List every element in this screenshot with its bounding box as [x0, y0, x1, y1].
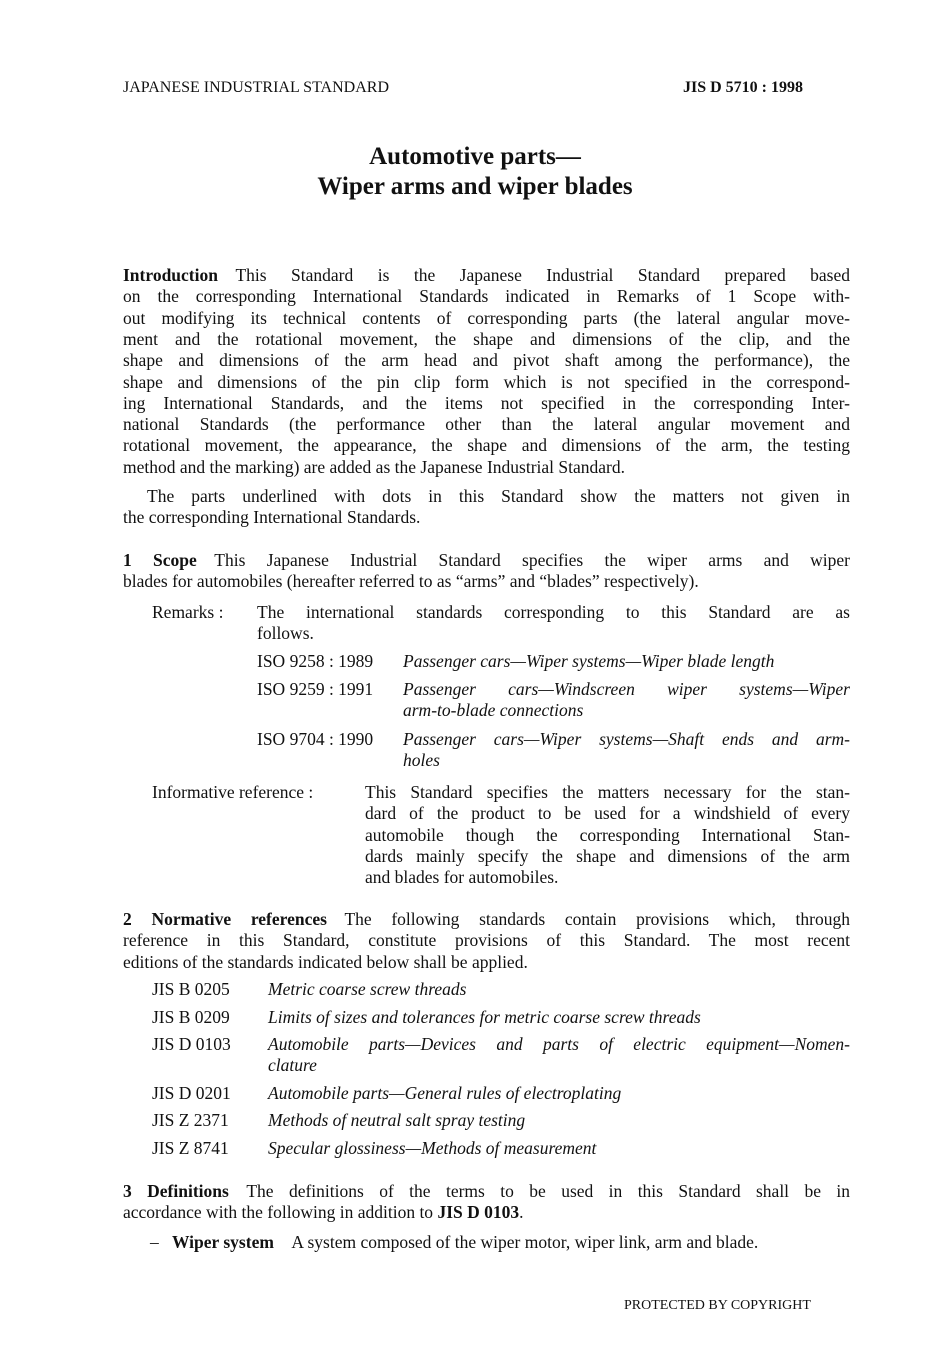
normative-line — [123, 909, 850, 930]
iso-code — [257, 729, 373, 750]
text: accordance with the following in addition to — [123, 1202, 438, 1223]
text: Remarks : — [152, 602, 224, 622]
intro-line — [123, 350, 850, 371]
intro-line — [123, 435, 850, 456]
iso-title — [403, 750, 440, 771]
text: JIS D 0103 — [152, 1034, 231, 1054]
text: . — [519, 1202, 524, 1223]
iso-title — [403, 729, 850, 750]
text: ing International Standards, and the items not specified in the corresponding Inter- — [123, 392, 850, 413]
text: The parts underlined with dots in this Standard show the matters not given in — [147, 486, 850, 506]
text: JIS B 0209 — [152, 1007, 230, 1027]
text: ment and the rotational movement, the shape and dimensions of the clip, and the — [123, 328, 850, 349]
text: Limits of sizes and tolerances for metric coarse screw threads — [268, 1007, 701, 1027]
iso-title — [403, 700, 583, 721]
text: This Standard specifies the matters necessary for the stan- — [365, 782, 850, 802]
normative-line — [123, 952, 528, 973]
definition-term — [172, 1232, 850, 1253]
text: out modifying its technical contents of corresponding parts (the lateral angular move- — [123, 307, 850, 328]
reference-code: JIS D 0103 — [437, 1202, 520, 1223]
text: arm-to-blade connections — [403, 700, 584, 721]
paragraph-line — [123, 507, 850, 528]
reference-code — [152, 1110, 229, 1131]
intro-line — [123, 393, 850, 414]
reference-title — [268, 1055, 317, 1076]
reference-title — [268, 1110, 525, 1131]
text: The following standards contain provisions which, through — [344, 909, 850, 929]
definition-dash — [150, 1232, 159, 1253]
remarks-line — [257, 623, 314, 644]
remarks-line — [257, 602, 850, 623]
intro-line — [123, 372, 850, 393]
text: blades for automobiles (hereafter referred to as “arms” and “blades” respectively). — [123, 571, 699, 592]
normative-line — [123, 930, 850, 951]
text: Passenger cars—Wiper systems—Shaft ends and arm- — [403, 729, 850, 749]
reference-code — [152, 1083, 231, 1104]
standard-number: JIS D 5710 : 1998 — [683, 79, 804, 96]
text: JIS Z 8741 — [152, 1138, 229, 1158]
text: rotational movement, the appearance, the shape and dimensions of the arm, the testing — [123, 435, 850, 456]
text: reference in this Standard, constitute provisions of this Standard. The most recent — [123, 930, 850, 951]
section-heading: 3 Definitions — [123, 1181, 229, 1201]
text: Methods of neutral salt spray testing — [268, 1110, 526, 1130]
definitions-line — [123, 1202, 524, 1223]
intro-line — [123, 265, 850, 286]
text: JIS Z 2371 — [152, 1110, 229, 1130]
text: dards mainly specify the shape and dimensions of the arm — [365, 845, 850, 866]
informative-line — [365, 867, 850, 888]
reference-title — [268, 1007, 701, 1028]
text: automobile though the corresponding International Stan- — [365, 824, 850, 845]
reference-code — [152, 1007, 230, 1028]
text: clature — [268, 1055, 317, 1076]
section-heading: 1 Scope — [123, 550, 197, 570]
text: shape and dimensions of the arm head and pivot shaft among the performance), the — [123, 350, 850, 371]
copyright-notice: PROTECTED BY COPYRIGHT — [624, 1298, 811, 1313]
text: ISO 9259 : 1991 — [257, 679, 374, 699]
intro-line — [123, 457, 850, 478]
remarks-label — [152, 602, 223, 623]
text: Automobile parts—Devices and parts of electric equipment—Nomen- — [268, 1034, 850, 1054]
text: editions of the standards indicated below shall be applied. — [123, 951, 528, 972]
reference-code — [152, 1138, 229, 1159]
iso-code — [257, 679, 373, 700]
text: the corresponding International Standards. — [123, 507, 421, 528]
text: holes — [403, 750, 440, 771]
document-title-line-2: Wiper arms and wiper blades — [317, 173, 633, 200]
text: Metric coarse screw threads — [268, 979, 467, 999]
text: – — [150, 1232, 159, 1252]
iso-title — [403, 679, 850, 700]
text: Specular glossiness—Methods of measurement — [268, 1138, 597, 1158]
document-title-line-1: Automotive parts— — [369, 143, 581, 170]
text: Passenger cars—Wiper systems—Wiper blade length — [403, 651, 775, 671]
reference-code — [152, 1034, 231, 1055]
reference-title — [268, 1034, 850, 1055]
scope-line — [123, 571, 850, 592]
section-heading: 2 Normative references — [123, 909, 327, 929]
informative-line — [365, 782, 850, 803]
reference-code — [152, 979, 230, 1000]
reference-title — [268, 1138, 596, 1159]
definitions-line — [123, 1181, 850, 1202]
text: and blades for automobiles. — [365, 867, 559, 888]
reference-title — [268, 979, 466, 1000]
text: national Standards (the performance other than the lateral angular movement and — [123, 414, 850, 435]
text: follows. — [257, 623, 314, 644]
term: Wiper system — [172, 1232, 274, 1252]
text: dard of the product to be used for a windshield of every — [365, 803, 850, 824]
section-heading: Introduction — [123, 265, 218, 285]
text: The international standards corresponding to this Standard are as — [257, 602, 850, 622]
text: The definitions of the terms to be used in this Standard shall be in — [246, 1181, 850, 1201]
intro-line — [123, 308, 850, 329]
informative-line — [365, 803, 850, 824]
text: This Japanese Industrial Standard specifies the wiper arms and wiper — [214, 550, 850, 570]
text: A system composed of the wiper motor, wiper link, arm and blade. — [291, 1232, 759, 1252]
text: method and the marking) are added as the Japanese Industrial Standard. — [123, 456, 625, 477]
text: Automobile parts—General rules of electroplating — [268, 1083, 622, 1103]
text: ISO 9258 : 1989 — [257, 651, 374, 671]
informative-line — [365, 825, 850, 846]
intro-line — [123, 329, 850, 350]
scope-line — [123, 550, 850, 571]
standard-header-label: JAPANESE INDUSTRIAL STANDARD — [123, 79, 389, 96]
text: JIS D 0201 — [152, 1083, 231, 1103]
text: Passenger cars—Windscreen wiper systems—Wiper — [403, 679, 850, 699]
text: on the corresponding International Standards indicated in Remarks of 1 Scope with- — [123, 286, 850, 307]
text: This Standard is the Japanese Industrial Standard prepared based — [235, 265, 850, 285]
informative-line — [365, 846, 850, 867]
text: ISO 9704 : 1990 — [257, 729, 374, 749]
intro-line — [123, 414, 850, 435]
text: Informative reference : — [152, 782, 314, 802]
text: JIS B 0205 — [152, 979, 230, 999]
iso-title — [403, 651, 774, 672]
paragraph-line — [147, 486, 850, 507]
iso-code — [257, 651, 373, 672]
intro-line — [123, 286, 850, 307]
reference-title — [268, 1083, 621, 1104]
text: shape and dimensions of the pin clip form which is not specified in the correspond- — [123, 371, 850, 392]
informative-label — [152, 782, 313, 803]
